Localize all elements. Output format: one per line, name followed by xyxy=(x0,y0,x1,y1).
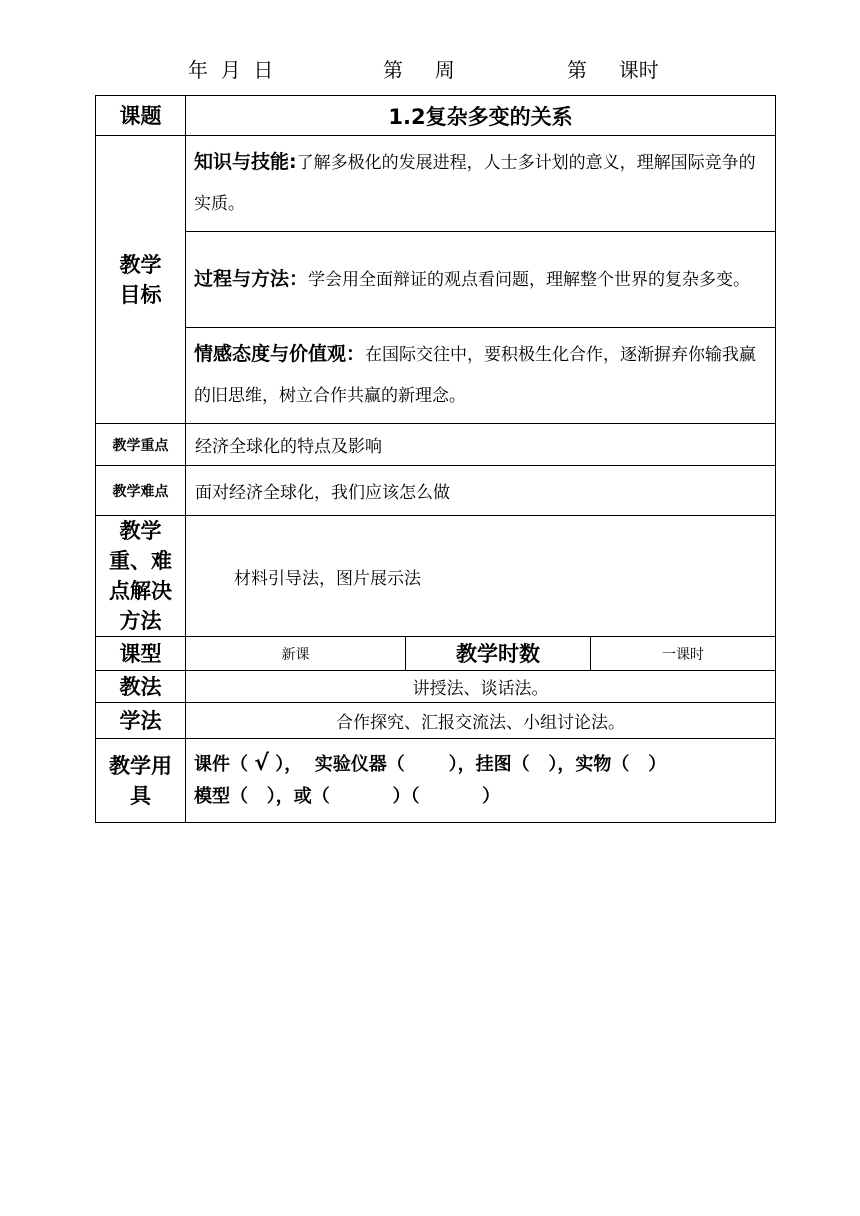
objective-heading: 过程与方法： xyxy=(194,267,309,290)
lesson-type-label: 课型 xyxy=(96,637,186,671)
objective-row-process xyxy=(96,232,776,328)
objectives-label: 教学目标 xyxy=(96,136,186,424)
check-mark-icon: √ xyxy=(254,751,269,776)
teaching-method-label: 教法 xyxy=(96,671,186,703)
tools-label: 教学用具 xyxy=(96,739,186,823)
objective-emotion xyxy=(186,328,776,424)
lesson-plan-table xyxy=(95,95,776,823)
date-label: 年 月 日 xyxy=(188,58,274,82)
objective-heading: 知识与技能: xyxy=(194,151,297,173)
learning-method-label: 学法 xyxy=(96,703,186,739)
hours-value: 一课时 xyxy=(591,637,776,671)
teaching-method-row xyxy=(96,671,776,703)
learning-method-row xyxy=(96,703,776,739)
solution-row xyxy=(96,516,776,637)
objective-row-knowledge xyxy=(96,136,776,232)
topic-row xyxy=(96,96,776,136)
difficult-points-row xyxy=(96,466,776,516)
tools-value xyxy=(186,739,776,823)
page-header xyxy=(0,54,860,82)
tools-line1-end: ）， 实验仪器（ ），挂图（ ），实物（ ） xyxy=(268,754,667,775)
objective-text: 在国际交往中，要积极生化合作，逐渐摒弃你输我赢的旧思维，树立合作共赢的新理念。 xyxy=(194,345,757,406)
key-points-row xyxy=(96,424,776,466)
objective-text: 学会用全面辩证的观点看问题，理解整个世界的复杂多变。 xyxy=(308,269,751,290)
objective-knowledge xyxy=(186,136,776,232)
objective-process xyxy=(186,232,776,328)
difficult-points-label: 教学难点 xyxy=(96,466,186,516)
objective-row-emotion xyxy=(96,328,776,424)
lesson-period-label: 第 课时 xyxy=(567,58,659,82)
tools-line2: 模型（ ），或（ ）（ ） xyxy=(194,786,501,807)
key-points-label: 教学重点 xyxy=(96,424,186,466)
solution-label: 教学重、难点解决方法 xyxy=(96,516,186,637)
lesson-type-value: 新课 xyxy=(186,637,406,671)
learning-method-value: 合作探究、汇报交流法、小组讨论法。 xyxy=(186,703,776,739)
objective-text: 了解多极化的发展进程，人士多计划的意义，理解国际竞争的实质。 xyxy=(194,153,756,214)
topic-label: 课题 xyxy=(96,96,186,136)
key-points-value: 经济全球化的特点及影响 xyxy=(186,424,776,466)
tools-line1-start: 课件（ xyxy=(194,754,255,775)
solution-value: 材料引导法，图片展示法 xyxy=(186,516,776,637)
lesson-type-row xyxy=(96,637,776,671)
objective-heading: 情感态度与价值观： xyxy=(194,343,366,365)
topic-title: 1.2复杂多变的关系 xyxy=(186,96,776,136)
tools-row xyxy=(96,739,776,823)
week-label: 第 周 xyxy=(383,58,455,82)
hours-label: 教学时数 xyxy=(406,637,591,671)
difficult-points-value: 面对经济全球化，我们应该怎么做 xyxy=(186,466,776,516)
teaching-method-value: 讲授法、谈话法。 xyxy=(186,671,776,703)
